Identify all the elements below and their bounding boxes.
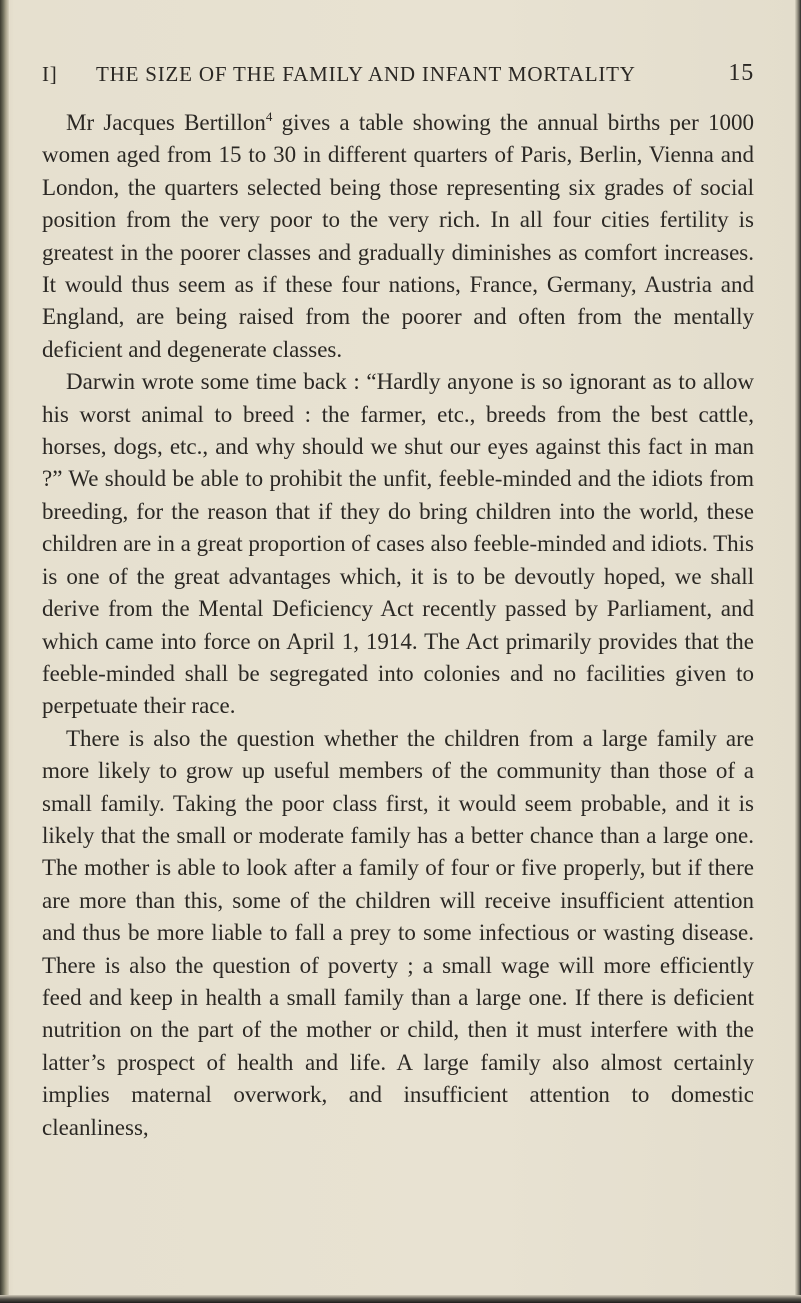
- running-head-title: THE SIZE OF THE FAMILY AND INFANT MORTALITY: [96, 62, 636, 86]
- footnote-reference: 4: [265, 109, 273, 124]
- page-number: 15: [728, 60, 754, 86]
- paragraph-1-text-start: Mr Jacques Bertillon: [66, 110, 266, 135]
- body-text: [42, 107, 754, 1144]
- page-bottom-edge: [0, 1295, 801, 1303]
- paragraph-1: [42, 107, 754, 366]
- page-gutter-shadow: [0, 0, 9, 1303]
- running-head: [42, 62, 754, 94]
- paragraph-2: Darwin wrote some time back : “Hardly anyone is so ignorant as to allow his worst animal to breed : the farmer, etc., breeds from the best cattle, horses, dogs, etc., and why should we shut our eyes against this fact in man ?” We should be able to prohibit the unfit, feeble-minded and the idiots from breeding, for the reason that if they do bring children into the world, these children are in a great proportion of cases also feeble-minded and idiots. This is one of the great advantages which, it is to be devoutly hoped, we shall derive from the Mental Deficiency Act recently passed by Parliament, and which came into force on April 1, 1914. The Act primarily provides that the feeble-minded shall be segregated into colonies and no facilities given to perpetuate their race.: [42, 369, 754, 719]
- chapter-marker: I]: [42, 62, 58, 86]
- page-right-edge: [795, 0, 801, 1303]
- paragraph-1-text-rest: gives a table showing the annual births per 1000 women aged from 15 to 30 in different quarters of Paris, Berlin, Vienna and London, the quarters selected being those representing six grades of social position from the very poor to the very rich. In all four cities fertility is greatest in the poorer classes and gradually diminishes as comfort increases. It would thus seem as if these four nations, France, Germany, Austria and England, are being raised from the poorer and often from the mentally deficient and degenerate classes.: [42, 110, 755, 362]
- paragraph-3: There is also the question whether the children from a large family are more likely to grow up useful members of the community than those of a small family. Taking the poor class first, it would seem probable, and it is likely that the small or moderate family has a better chance than a large one. The mother is able to look after a family of four or five properly, but if there are more than this, some of the children will receive insufficient attention and thus be more liable to fall a prey to some infectious or wasting disease. There is also the question of poverty ; a small wage will more efficiently feed and keep in health a small family than a large one. If there is deficient nutrition on the part of the mother or child, then it must interfere with the latter’s prospect of health and life. A large family also almost certainly implies maternal overwork, and insufficient attention to domestic cleanliness,: [42, 725, 754, 1140]
